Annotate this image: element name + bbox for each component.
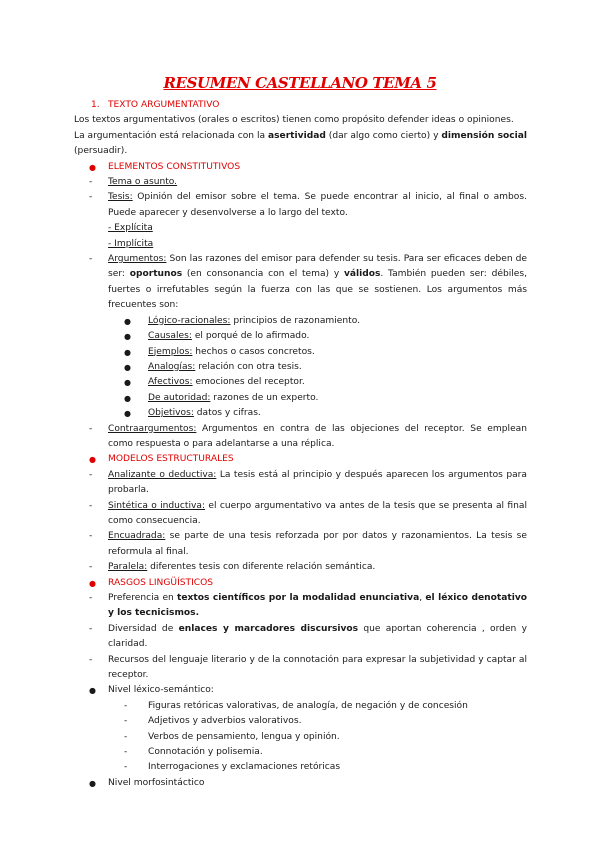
bullet-icon: ● <box>124 316 131 326</box>
dash-icon: - <box>89 254 93 265</box>
bullet-icon: ● <box>124 347 131 357</box>
document-title: RESUMEN CASTELLANO TEMA 5 <box>163 74 437 92</box>
list-item-modelo: - Analizante o deductiva: La tesis está al principio y después aparecen los argumentos para probarla. <box>74 468 527 499</box>
bullet-icon: ● <box>89 578 96 588</box>
dash-icon: - <box>89 423 93 434</box>
intro-paragraph-2: La argumentación está relacionada con la asertividad (dar algo como cierto) y dimensión social (persuadir). <box>74 130 527 157</box>
bullet-icon: ● <box>124 362 131 372</box>
list-item-rasgo: - Diversidad de enlaces y marcadores discursivos que aportan coherencia , orden y claridad. <box>74 622 527 653</box>
list-item-tema: - Tema o asunto. <box>74 175 527 190</box>
list-item-argument-type: ● De autoridad: razones de un experto. <box>74 391 527 406</box>
list-item-rasgo: - Recursos del lenguaje literario y de la connotación para expresar la subjetividad y captar al receptor. <box>74 653 527 684</box>
dash-icon: - <box>89 623 93 634</box>
list-item-argument-type: ● Ejemplos: hechos o casos concretos. <box>74 345 527 360</box>
list-item-lexico: - Adjetivos y adverbios valorativos. <box>74 714 527 729</box>
dash-icon: - <box>89 469 93 480</box>
list-item-argumentos: - Argumentos: Son las razones del emisor para defender su tesis. Para ser eficaces deben de ser: oportunos (en consonancia con el tema) y válidos. También pueden ser: débiles, fuertes o irrefutables según la fuerza con las que se sostienen. Los argumentos más frecuentes son: <box>74 252 527 314</box>
list-item-tesis: - Tesis: Opinión del emisor sobre el tema. Se puede encontrar al inicio, al final o ambos. Puede aparecer y desenvolverse a lo largo del texto. <box>74 190 527 221</box>
list-item-modelo: - Encuadrada: se parte de una tesis reforzada por por datos y razonamientos. La tesis se reformula al final. <box>74 529 527 560</box>
list-item-rasgo: - Preferencia en textos científicos por la modalidad enunciativa, el léxico denotativo y los tecnicismos. <box>74 591 527 622</box>
bullet-icon: ● <box>89 686 96 696</box>
list-item-nivel-morfo: ● Nivel morfosintáctico <box>74 776 527 791</box>
dash-icon: - <box>89 192 93 203</box>
list-item-argument-type: ● Objetivos: datos y cifras. <box>74 406 527 421</box>
bullet-icon: ● <box>124 378 131 388</box>
list-item-argument-type: ● Afectivos: emociones del receptor. <box>74 375 527 390</box>
bullet-icon: ● <box>124 409 131 419</box>
bullet-icon: ● <box>89 455 96 465</box>
tesis-implicita: - Implícita <box>108 238 154 249</box>
list-item-nivel-lexico: ● Nivel léxico-semántico: <box>74 683 527 698</box>
section-title: TEXTO ARGUMENTATIVO <box>108 100 220 110</box>
dash-icon: - <box>124 700 128 711</box>
list-item-argument-type: ● Causales: el porqué de lo afirmado. <box>74 329 527 344</box>
tesis-explicita: - Explícita <box>108 223 153 234</box>
dash-icon: - <box>89 531 93 542</box>
list-item-lexico: - Figuras retóricas valorativas, de analogía, de negación y de concesión <box>74 699 527 714</box>
subheading-rasgos: ● RASGOS LINGÜÍSTICOS <box>74 576 527 591</box>
section-heading <box>74 98 527 113</box>
list-item-lexico: - Verbos de pensamiento, lengua y opinión. <box>74 730 527 745</box>
dash-icon: - <box>124 762 128 773</box>
bullet-icon: ● <box>89 778 96 788</box>
bullet-icon: ● <box>124 332 131 342</box>
dash-icon: - <box>89 562 93 573</box>
dash-icon: - <box>89 654 93 665</box>
dash-icon: - <box>124 716 128 727</box>
list-item-argument-type: ● Analogías: relación con otra tesis. <box>74 360 527 375</box>
list-item-contraargumentos: - Contraargumentos: Argumentos en contra de las objeciones del receptor. Se emplean como respuesta o para adelantarse a una réplica. <box>74 422 527 453</box>
document-body <box>74 98 527 791</box>
list-item-argument-type: ● Lógico-racionales: principios de razonamiento. <box>74 314 527 329</box>
list-item-modelo: - Paralela: diferentes tesis con diferente relación semántica. <box>74 560 527 575</box>
bullet-icon: ● <box>89 162 96 172</box>
list-item-modelo: - Sintética o inductiva: el cuerpo argumentativo va antes de la tesis que se presenta al final como consecuencia. <box>74 499 527 530</box>
list-item-lexico: - Connotación y polisemia. <box>74 745 527 760</box>
dash-icon: - <box>89 593 93 603</box>
dash-icon: - <box>124 731 128 742</box>
list-item-lexico: - Interrogaciones y exclamaciones retóricas <box>74 760 527 775</box>
dash-icon: - <box>89 500 93 511</box>
intro-paragraph-1: Los textos argumentativos (orales o escritos) tienen como propósito defender ideas o opiniones. <box>74 115 514 126</box>
bullet-icon: ● <box>124 393 131 403</box>
section-number: 1. <box>91 100 100 110</box>
dash-icon: - <box>124 747 128 758</box>
subheading-elementos: ● ELEMENTOS CONSTITUTIVOS <box>74 160 527 175</box>
dash-icon: - <box>89 177 93 188</box>
subheading-modelos: ● MODELOS ESTRUCTURALES <box>74 452 527 467</box>
